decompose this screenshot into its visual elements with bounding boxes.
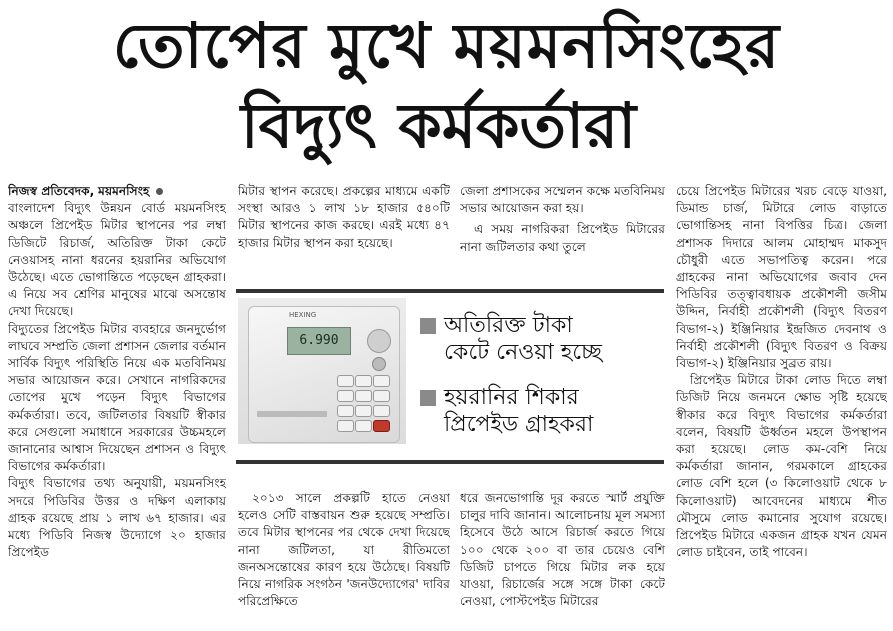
paragraph: বিদ্যুতের প্রিপেইড মিটার ব্যবহারে জনদুর্ভোগ লাঘবে সম্প্রতি জেলা প্রশাসন জেলার বর্তমান সার্বিক বিদ্যুৎ পরিস্থিতি নিয়ে এক মতবিনিময় সভার আয়োজন করে। সেখানে নাগরিকদের তোপের মুখে পড়েন বিদ্যুৎ বিভাগের কর্মকর্তারা। তবে, জটিলতার বিষয়টি স্বীকার করে সেগুলো সমাধানে সরকারের উচ্চমহলে জানানোর আশ্বাস দিয়েছেন প্রশাসন ও বিদ্যুৎ বিভাগের কর্মকর্তারা। [8, 321, 226, 474]
box-bottom-rule [236, 460, 664, 464]
paragraph: বাংলাদেশ বিদ্যুৎ উন্নয়ন বোর্ড ময়মনসিংহ অঞ্চলে প্রিপেইড মিটার স্থাপনের পর লম্বা ডিজিটে রিচার্জ, অতিরিক্ত টাকা কেটে নেওয়াসহ নানা ধরনের হয়রানির অভিযোগ উঠেছে। এতে ভোগান্তিতে পড়েছেন গ্রাহকরা। এ নিয়ে সব শ্রেণির মানুষের মাঝে অসন্তোষ দেখা দিয়েছে। [8, 201, 226, 319]
callout-line: প্রিপেইড গ্রাহকরা [444, 412, 594, 437]
callout-text [444, 384, 593, 438]
paragraph: ধরে জনভোগান্তি দূর করতে স্মার্ট প্রযুক্তি চালুর দাবি জানান। আলোচনায় মূল সমস্যা হিসেবে উঠে আসে রিচার্জ করতে গিয়ে ১০০ থেকে ২০০ বা তার চেয়েও বেশি ডিজিট চাপতে গিয়ে মিটার লক হয়ে যাওয়া, রিচার্জের সঙ্গে সঙ্গে টাকা কেটে নেওয়া, পোস্টপেইড মিটারের [460, 491, 665, 609]
paragraph: জেলা প্রশাসকের সম্মেলন কক্ষে মতবিনিময় সভার আয়োজন করা হয়। [460, 184, 665, 216]
article-column-3-top [460, 183, 665, 287]
article-column-1 [8, 183, 226, 631]
box-top-rule [236, 289, 664, 293]
square-bullet-icon [420, 390, 436, 406]
article-column-2-bottom [238, 490, 450, 631]
paragraph: বিদ্যুৎ বিভাগের তথ্য অনুযায়ী, ময়মনসিংহ সদরে পিডিবির উত্তর ও দক্ষিণ এলাকায় গ্রাহক রয়েছে প্রায় ১ লাখ ৬৭ হাজার। এর মধ্যে পিডিবি নিজস্ব উদ্যোগে ২০ হাজার প্রিপেইড [8, 476, 226, 560]
callout-line: অতিরিক্ত টাকা [444, 313, 573, 338]
paragraph: মিটার স্থাপন করেছে। প্রকল্পের মাধ্যমে একটি সংস্থা আরও ১ লাখ ১৮ হাজার ৫৪০টি মিটার স্থাপনের কাজ করছে। এরই মধ্যে ৪৭ হাজার মিটার স্থাপন করা হয়েছে। [238, 184, 450, 250]
meter-brand: HEXING [289, 311, 317, 319]
article-column-3-bottom [460, 490, 665, 631]
headline-line-2: বিদ্যুৎ কর্মকর্তারা [240, 89, 637, 162]
paragraph: এ সময় নাগরিকরা প্রিপেইড মিটারের নানা জটিলতার কথা তুলে [460, 222, 665, 254]
byline [8, 183, 226, 200]
meter-illustration [248, 306, 400, 443]
callout-text [444, 312, 602, 366]
meter-keypad [337, 375, 389, 432]
meter-led-icon [372, 357, 386, 371]
square-bullet-icon [420, 318, 436, 334]
meter-button-icon [367, 329, 391, 353]
dateline-place: ময়মনসিংহ [98, 184, 150, 198]
paragraph: প্রিপেইড মিটারে টাকা লোড দিতে লম্বা ডিজিট নিয়ে জনমনে ক্ষোভ সৃষ্টি হয়েছে স্বীকার করে বিদ্যুৎ বিভাগের কর্মকর্তারা বলেন, বিষয়টি ঊর্ধ্বতন মহলে উপস্থাপন করা হয়েছে। লোড কম-বেশি নিয়ে কর্মকর্তারা জানান, গরমকালে গ্রাহকের লোড বেশি হলে (৩ কিলোওয়াট থেকে ৮ কিলোওয়াট) আবেদনের মাধ্যমে শীত মৌসুমে লোড কমানোর সুযোগ রয়েছে। প্রিপেইড মিটারে একজন গ্রাহক যখন যেমন লোড চাইবেন, তাই পাবেন। [676, 373, 887, 560]
callout-line: কেটে নেওয়া হচ্ছে [444, 340, 602, 365]
bullet-icon [156, 188, 163, 195]
reporter-credit: নিজস্ব প্রতিবেদক, [8, 184, 95, 198]
paragraph: ২০১৩ সালে প্রকল্পটি হাতে নেওয়া হলেও সেটি বাস্তবায়ন শুরু হয়েছে সম্প্রতি। তবে মিটার স্থাপনের পর থেকে দেখা দিয়েছে নানা জটিলতা, যা রীতিমতো জনঅসন্তোষের কারণ হয়ে উঠেছে। বিষয়টি নিয়ে নাগরিক সংগঠন 'জনউদ্যোগের' দাবির পরিপ্রেক্ষিতে [238, 491, 450, 609]
callout-line: হয়রানির শিকার [444, 385, 579, 410]
article-column-2-top [238, 183, 450, 287]
meter-barcode [257, 411, 327, 417]
prepaid-meter-photo [238, 298, 406, 444]
meter-display: 6.990 [287, 327, 351, 355]
paragraph: চেয়ে প্রিপেইড মিটারের খরচ বেড়ে যাওয়া, ডিমান্ড চার্জ, মিটারে লোড বাড়াতে ভোগান্তিসহ নানা বিপত্তির চিত্র। জেলা প্রশাসক দিদারে আলম মোহাম্মদ মাকসুদ চৌধুরী এতে সভাপতিত্ব করেন। পরে গ্রাহকের নানা অভিযোগের জবাব দেন পিডিবির তত্ত্বাবধায়ক প্রকৌশলী জসীম উদ্দিন, নির্বাহী প্রকৌশলী (বিদ্যুৎ বিতরণ বিভাগ-২) ইঞ্জিনিয়ার ইন্দ্রজিত দেবনাথ ও নির্বাহী প্রকৌশলী (বিদ্যুৎ বিতরণ ও বিক্রয় বিভাগ-২) ইঞ্জিনিয়ার সুব্রত রায়। [676, 184, 887, 371]
article-column-4 [676, 183, 887, 631]
headline-line-1: তোপের মুখে ময়মনসিংহের [112, 9, 781, 82]
